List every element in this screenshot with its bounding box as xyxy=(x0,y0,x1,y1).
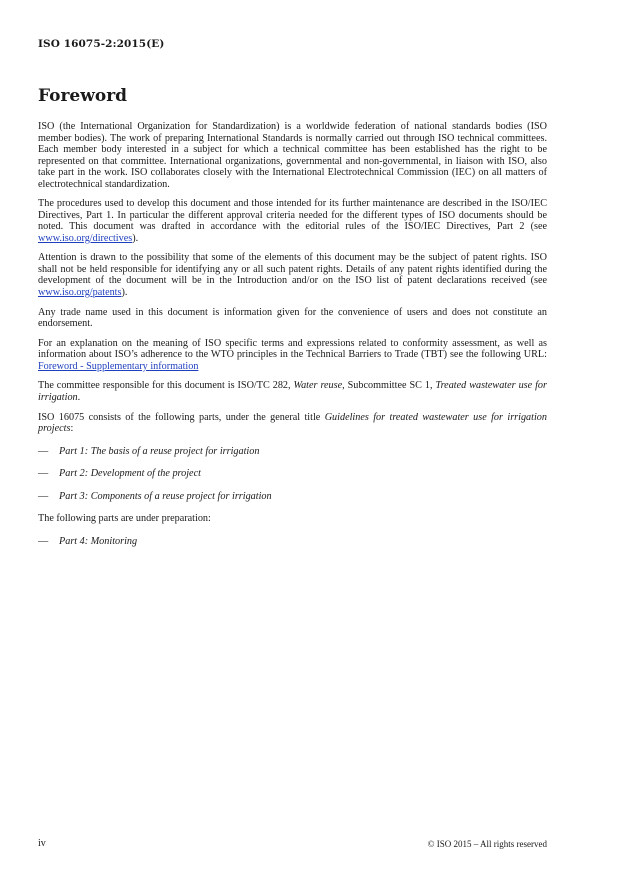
paragraph-end: . xyxy=(77,391,81,403)
list-item xyxy=(38,491,547,503)
page-number: iv xyxy=(38,838,46,849)
paragraph-patents xyxy=(38,252,547,298)
list-item-text: Part 4: Monitoring xyxy=(59,535,138,547)
paragraph-under-preparation: The following parts are under preparation: xyxy=(38,513,211,525)
patents-link[interactable]: www.iso.org/patents xyxy=(38,286,122,298)
paragraph-trade-name: Any trade name used in this document is information given for the convenience of users and does not constitute an endorsement. xyxy=(38,306,547,330)
page-title: Foreword xyxy=(38,86,128,106)
list-item xyxy=(38,536,547,548)
paragraph-end: : xyxy=(70,423,74,435)
paragraph-end: ). xyxy=(132,232,139,244)
paragraph-parts-intro xyxy=(38,412,547,435)
paragraph-text: , Subcommittee SC 1, xyxy=(342,380,436,392)
paragraph-iso-intro: ISO (the International Organization for Standardization) is a worldwide federation of national standards bodies (ISO member bodies). The work of preparing International Standards is normally carried out through ISO technical committees. Each member body interested in a subject for which a technical committee has been established has the right to be represented on that committee. International organizations, governmental and non-governmental, in liaison with ISO, also take part in the work. ISO collaborates closely with the International Electrotechnical Commission (IEC) on all matters of electrotechnical standardization. xyxy=(38,121,547,190)
list-item-text: Part 2: Development of the project xyxy=(59,468,201,480)
dash-marker: — xyxy=(38,490,49,502)
paragraph-text: The procedures used to develop this document and those intended for its further maintenance are described in the ISO/IEC Directives, Part 1. In particular the different approval criteria needed for the different types of ISO documents should be noted. This document was drafted in accordance with the editorial rules of the ISO/IEC Directives, Part 2 (see xyxy=(38,198,547,233)
paragraph-text: For an explanation on the meaning of ISO specific terms and expressions related to conformity assessment, as well as information about ISO’s adherence to the WTO principles in the Technical Barriers to Trade (TBT) see the following URL: xyxy=(38,337,547,361)
copyright-notice: © ISO 2015 – All rights reserved xyxy=(427,839,547,849)
paragraph-end: ). xyxy=(121,286,128,298)
list-item-text: Part 1: The basis of a reuse project for irrigation xyxy=(59,445,260,457)
paragraph-committee xyxy=(38,380,547,403)
document-id: ISO 16075-2:2015(E) xyxy=(38,38,165,50)
committee-title: Water reuse xyxy=(293,380,343,392)
subcommittee-title: Treated wastewater use for irrigation xyxy=(38,380,547,403)
dash-marker: — xyxy=(38,445,49,457)
dash-marker: — xyxy=(38,535,49,547)
list-item-text: Part 3: Components of a reuse project for irrigation xyxy=(59,490,272,502)
paragraph-text: ISO 16075 consists of the following parts, under the general title xyxy=(38,411,325,423)
paragraph-text: The committee responsible for this document is ISO/TC 282, xyxy=(38,380,294,392)
general-title: Guidelines for treated wastewater use for irrigation projects xyxy=(38,411,547,435)
supplementary-info-link[interactable]: Foreword - Supplementary information xyxy=(38,360,199,372)
dash-marker: — xyxy=(38,468,49,480)
list-item xyxy=(38,446,547,458)
list-item xyxy=(38,468,547,480)
paragraph-text: Attention is drawn to the possibility that some of the elements of this document may be the subject of patent rights. ISO shall not be held responsible for identifying any or all such patent rights. Details of any patent rights identified during the development of the document will be in the Introduction and/or on the ISO list of patent declarations received (see xyxy=(38,252,547,287)
paragraph-procedures xyxy=(38,198,547,244)
foreword-body xyxy=(38,121,547,558)
paragraph-conformity xyxy=(38,338,547,373)
directives-link[interactable]: www.iso.org/directives xyxy=(38,232,133,244)
